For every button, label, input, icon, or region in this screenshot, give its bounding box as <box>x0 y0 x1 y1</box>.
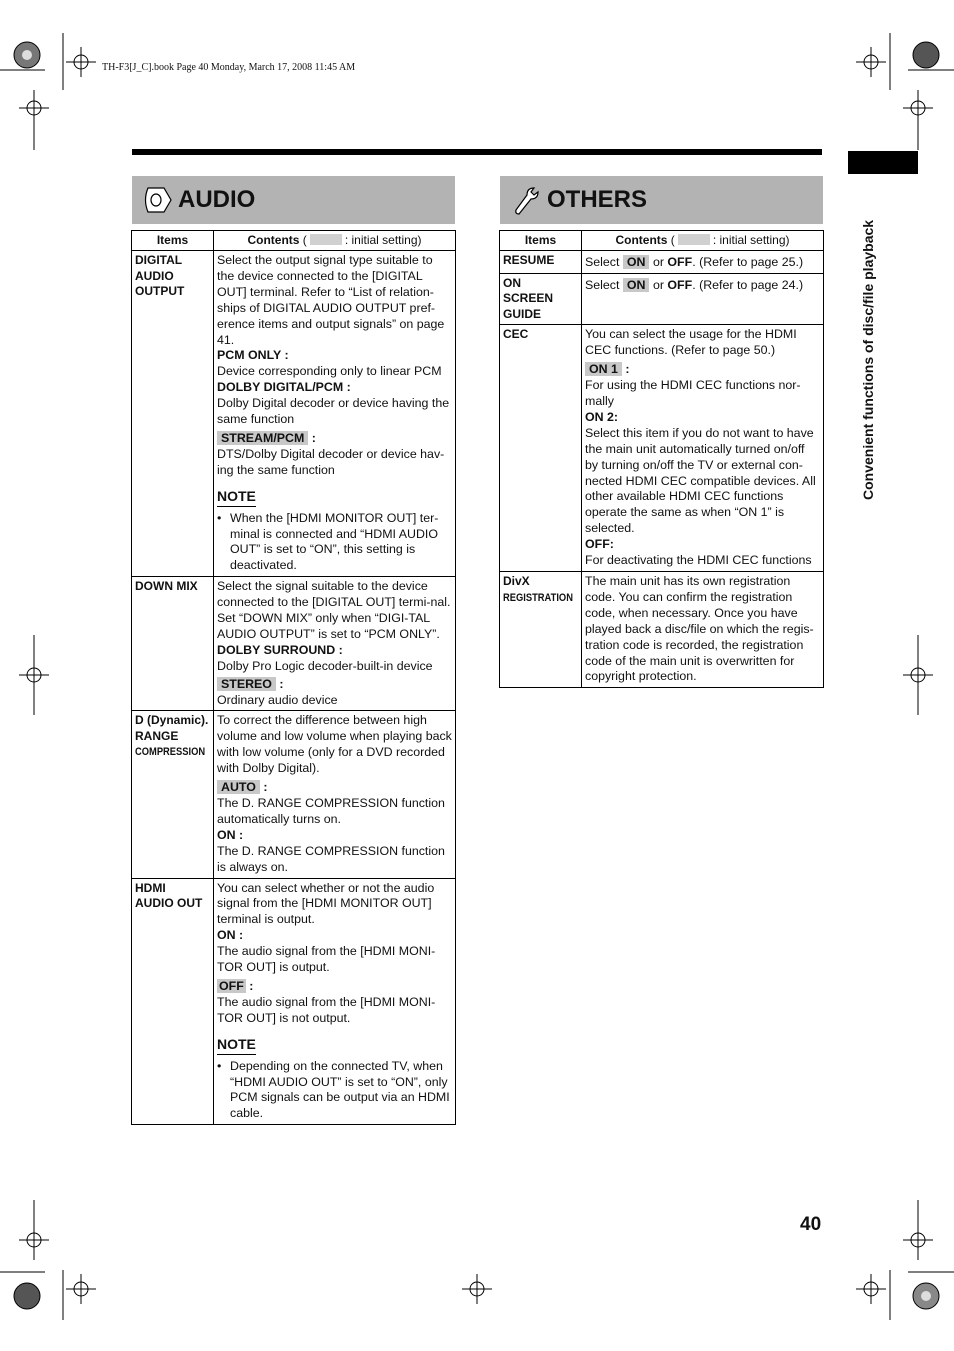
section-tab <box>848 151 918 174</box>
contents-on-screen-guide: Select ON or OFF. (Refer to page 24.) <box>582 273 824 325</box>
item-down-mix: DOWN MIX <box>132 577 214 711</box>
table-row <box>132 251 456 577</box>
audio-banner <box>132 176 455 224</box>
initial-setting-badge: ON 1 <box>585 362 622 376</box>
item-divx-registration: DivX REGISTRATION <box>500 572 582 688</box>
contents-cec: You can select the usage for the HDMI CEC functions. (Refer to page 50.) ON 1 : For using the HDMI CEC functions nor-mally ON 2: Select this item if you do not want to have the main unit automatically turned on/off by turning on/off the TV or external con-nected HDMI CEC compatible devices. All other available HDMI CEC functions operate the same as when “ON 1” is selected. OFF: For deactivating the HDMI CEC functions <box>582 325 824 572</box>
table-row <box>500 251 824 274</box>
others-title: OTHERS <box>547 186 648 213</box>
table-row <box>132 711 456 878</box>
audio-table <box>131 230 456 1125</box>
contents-resume: Select ON or OFF. (Refer to page 25.) <box>582 251 824 274</box>
initial-setting-badge: AUTO <box>217 780 260 794</box>
contents-down-mix: Select the signal suitable to the device connected to the [DIGITAL OUT] termi-nal. Set “DOWN MIX” only when “DIGI-TAL AUDIO OUTPUT” is set to “PCM ONLY”. DOLBY SURROUND : Dolby Pro Logic decoder-built-in device STEREO : Ordinary audio device <box>214 577 456 711</box>
others-table-header <box>500 231 824 251</box>
col-contents: Contents ( : initial setting) <box>582 231 824 251</box>
initial-setting-badge: STREAM/PCM <box>217 431 308 445</box>
audio-title: AUDIO <box>178 186 256 213</box>
col-items: Items <box>132 231 214 251</box>
side-section-label: Convenient functions of disc/file playback <box>860 219 876 500</box>
contents-digital-audio-output: Select the output signal type suitable to the device connected to the [DIGITAL OUT] terminal. Refer to “List of relation-ships of DIGITAL AUDIO OUTPUT pref-erence items and output signals” on page 41. PCM ONLY : Device corresponding only to linear PCM DOLBY DIGITAL/PCM : Dolby Digital decoder or device having the same function STREAM/PCM : DTS/Dolby Digital decoder or device hav-ing the same function NOTE • When the [HDMI MONITOR OUT] ter-minal is connected and “HDMI AUDIO OUT” is set to “ON”, this setting is deactivated. <box>214 251 456 577</box>
contents-d-range-compression: To correct the difference between high volume and low volume when playing back with low volume (only for a DVD recorded with Dolby Digital). AUTO : The D. RANGE COMPRESSION function automatically turns on. ON : The D. RANGE COMPRESSION function is always on. <box>214 711 456 878</box>
table-row <box>500 273 824 325</box>
item-resume: RESUME <box>500 251 582 274</box>
col-contents: Contents ( : initial setting) <box>214 231 456 251</box>
item-d-range-compression: D (Dynamic). RANGE COMPRESSION <box>132 711 214 878</box>
table-row <box>132 577 456 711</box>
note-item: • Depending on the connected TV, when “HDMI AUDIO OUT” is set to “ON”, only PCM signals can be output via an HDMI cable. <box>217 1058 450 1121</box>
note-heading: NOTE <box>217 489 256 507</box>
initial-setting-badge: ON <box>623 278 650 292</box>
others-banner <box>500 176 823 224</box>
item-cec: CEC <box>500 325 582 572</box>
table-row <box>132 878 456 1125</box>
audio-disc-icon <box>142 186 172 214</box>
note-heading: NOTE <box>217 1037 256 1055</box>
audio-table-header <box>132 231 456 251</box>
item-hdmi-audio-out: HDMI AUDIO OUT <box>132 878 214 1125</box>
initial-setting-badge: OFF <box>219 978 244 993</box>
initial-setting-badge: ON <box>623 255 650 269</box>
item-digital-audio-output: DIGITAL AUDIO OUTPUT <box>132 251 214 577</box>
table-row <box>500 572 824 688</box>
initial-setting-badge: STEREO <box>217 677 276 691</box>
book-header: TH-F3[J_C].book Page 40 Monday, March 17, 2008 11:45 AM <box>102 62 356 73</box>
wrench-icon <box>512 186 540 216</box>
others-table <box>499 230 824 688</box>
item-on-screen-guide: ON SCREEN GUIDE <box>500 273 582 325</box>
page-number: 40 <box>800 1214 822 1235</box>
note-item: • When the [HDMI MONITOR OUT] ter-minal is connected and “HDMI AUDIO OUT” is set to “ON”, this setting is deactivated. <box>217 510 439 573</box>
contents-divx-registration: The main unit has its own registration code. You can confirm the registration code, when necessary. Once you have played back a disc/file on which the regis-tration code is recorded, the registration code of the main unit is overwritten for copyright protection. <box>582 572 824 688</box>
top-rule <box>132 149 822 155</box>
col-items: Items <box>500 231 582 251</box>
contents-hdmi-audio-out: You can select whether or not the audio signal from the [HDMI MONITOR OUT] terminal is output. ON : The audio signal from the [HDMI MONI-TOR OUT] is output. OFF : The audio signal from the [HDMI MONI-TOR OUT] is not output. NOTE • Depending on the connected TV, when “HDMI AUDIO OUT” is set to “ON”, only PCM signals can be output via an HDMI cable. <box>214 878 456 1125</box>
table-row <box>500 325 824 572</box>
